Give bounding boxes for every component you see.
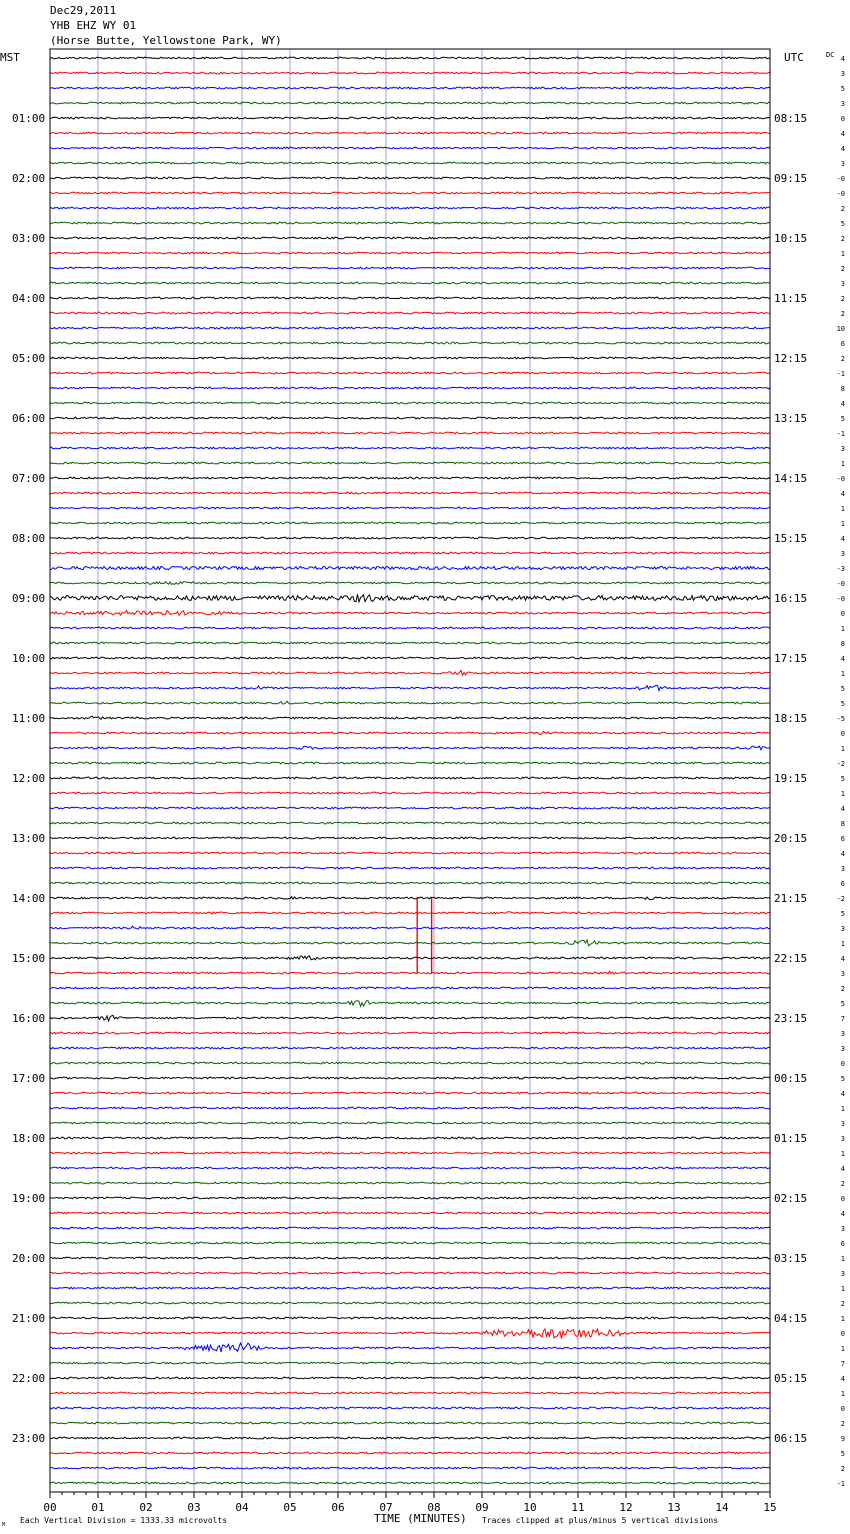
trace-71	[50, 1122, 770, 1124]
clipping-note: Traces clipped at plus/minus 5 vertical divisions	[482, 1516, 719, 1525]
dc-offset-value: 1	[840, 1255, 845, 1263]
dc-offset-value: 5	[840, 415, 845, 423]
utc-hour-label: 23:15	[774, 1012, 808, 1025]
trace-72	[50, 1137, 770, 1139]
dc-offset-value: 1	[840, 1315, 845, 1323]
dc-offset-value: 7	[840, 1360, 845, 1368]
dc-offset-value: 5	[840, 1000, 845, 1008]
mst-hour-label: 10:00	[12, 652, 46, 665]
trace-51	[50, 822, 770, 824]
dc-offset-value: 3	[840, 1030, 845, 1038]
trace-21	[50, 372, 770, 374]
mst-hour-label: 18:00	[12, 1132, 46, 1145]
mst-hour-label: 04:00	[12, 292, 46, 305]
trace-3	[50, 102, 770, 104]
mst-hour-label: 22:00	[12, 1372, 46, 1385]
dc-offset-value: 1	[840, 1345, 845, 1353]
trace-75	[50, 1182, 770, 1184]
mst-axis-label: MST	[0, 51, 20, 64]
dc-offset-value: 3	[840, 1135, 845, 1143]
utc-hour-label: 02:15	[774, 1192, 808, 1205]
utc-hour-label: 09:15	[774, 172, 808, 185]
dc-offset-value: 6	[840, 340, 845, 348]
utc-hour-label: 10:15	[774, 232, 808, 245]
x-tick-label: 14	[715, 1501, 729, 1514]
dc-offset-value: 3	[840, 1270, 845, 1278]
dc-offset-value: 4	[840, 1165, 845, 1173]
trace-80	[50, 1257, 770, 1259]
utc-hour-label: 17:15	[774, 652, 808, 665]
x-tick-label: 04	[235, 1501, 249, 1514]
utc-hour-label: 08:15	[774, 112, 808, 125]
mst-hour-label: 02:00	[12, 172, 46, 185]
dc-offset-value: 1	[840, 1390, 845, 1398]
dc-offset-value: 5	[840, 910, 845, 918]
dc-offset-value: 8	[840, 385, 845, 393]
utc-hour-labels	[774, 112, 807, 1445]
dc-offset-value: 0	[840, 115, 845, 123]
dc-offset-value: 8	[840, 820, 845, 828]
trace-39	[50, 642, 770, 644]
dc-offset-value: 3	[840, 100, 845, 108]
dc-offset-value: 2	[840, 1300, 845, 1308]
trace-12	[50, 237, 770, 239]
dc-offset-value: -5	[836, 715, 845, 723]
dc-offset-value: 1	[840, 250, 845, 258]
trace-17	[50, 312, 770, 314]
dc-offset-value: -1	[836, 430, 845, 438]
mst-hour-label: 11:00	[12, 712, 46, 725]
trace-lines	[50, 57, 770, 1484]
trace-83	[50, 1302, 770, 1304]
dc-offset-value: 4	[840, 1210, 845, 1218]
dc-offset-value: 2	[840, 1180, 845, 1188]
utc-hour-label: 16:15	[774, 592, 808, 605]
x-tick-label: 10	[523, 1501, 537, 1514]
dc-offset-value: 0	[840, 1060, 845, 1068]
dc-offset-value: 1	[840, 1285, 845, 1293]
dc-offset-value: 2	[840, 1465, 845, 1473]
dc-offset-value: 2	[840, 985, 845, 993]
trace-30	[50, 507, 770, 509]
trace-13	[50, 252, 770, 254]
utc-hour-label: 06:15	[774, 1432, 808, 1445]
x-tick-label: 09	[475, 1501, 489, 1514]
plot-grid	[98, 49, 722, 1492]
trace-0	[50, 57, 770, 59]
mst-hour-label: 07:00	[12, 472, 46, 485]
dc-offset-value: 5	[840, 775, 845, 783]
trace-76	[50, 1197, 770, 1199]
trace-61	[50, 971, 770, 974]
mst-hour-label: 09:00	[12, 592, 46, 605]
trace-46	[50, 746, 770, 750]
dc-offset-value: 3	[840, 280, 845, 288]
dc-offset-value: -2	[836, 895, 845, 903]
x-tick-label: 05	[283, 1501, 297, 1514]
mst-hour-label: 15:00	[12, 952, 46, 965]
x-axis-ticks	[43, 1492, 776, 1514]
dc-offset-value: 4	[840, 55, 845, 63]
utc-axis-label: UTC	[784, 51, 804, 64]
trace-6	[50, 147, 770, 149]
trace-35	[50, 582, 770, 585]
trace-95	[50, 1482, 770, 1484]
x-tick-label: 13	[667, 1501, 681, 1514]
utc-hour-label: 11:15	[774, 292, 808, 305]
dc-offset-value: 2	[840, 265, 845, 273]
trace-2	[50, 87, 770, 89]
trace-9	[50, 192, 770, 194]
plot-date: Dec29,2011	[50, 4, 117, 17]
utc-hour-label: 20:15	[774, 832, 808, 845]
dc-offset-value: 4	[840, 535, 845, 543]
dc-offset-value: 8	[840, 640, 845, 648]
mst-hour-label: 20:00	[12, 1252, 46, 1265]
utc-hour-label: 12:15	[774, 352, 808, 365]
utc-hour-label: 15:15	[774, 532, 808, 545]
mst-hour-labels	[12, 112, 45, 1445]
dc-offset-value: 5	[840, 685, 845, 693]
trace-79	[50, 1242, 770, 1244]
dc-offset-value: 5	[840, 700, 845, 708]
dc-offset-value: 1	[840, 520, 845, 528]
dc-offset-value: 1	[840, 670, 845, 678]
x-tick-label: 06	[331, 1501, 345, 1514]
trace-4	[50, 117, 770, 119]
dc-offset-value: 1	[840, 625, 845, 633]
dc-offset-value: -0	[836, 175, 845, 183]
mst-hour-label: 06:00	[12, 412, 46, 425]
trace-62	[50, 987, 770, 989]
mst-hour-label: 17:00	[12, 1072, 46, 1085]
dc-column-label: DC	[826, 51, 835, 59]
dc-offset-value: 3	[840, 1045, 845, 1053]
trace-29	[50, 492, 770, 494]
dc-offset-value: 5	[840, 85, 845, 93]
mst-hour-label: 08:00	[12, 532, 46, 545]
dc-offset-value: 0	[840, 1195, 845, 1203]
utc-hour-label: 21:15	[774, 892, 808, 905]
trace-33	[50, 552, 770, 554]
dc-offset-value: 2	[840, 355, 845, 363]
trace-94	[50, 1467, 770, 1469]
dc-offset-value: 6	[840, 835, 845, 843]
trace-66	[50, 1047, 770, 1049]
trace-55	[50, 882, 770, 884]
mst-hour-label: 16:00	[12, 1012, 46, 1025]
trace-74	[50, 1167, 770, 1169]
dc-offset-value: 0	[840, 1330, 845, 1338]
trace-93	[50, 1452, 770, 1454]
vertical-scale-note: Each Vertical Division = 1333.33 microvolts	[20, 1516, 228, 1525]
dc-offset-value: 4	[840, 400, 845, 408]
x-tick-label: 00	[43, 1501, 57, 1514]
utc-hour-label: 22:15	[774, 952, 808, 965]
trace-14	[50, 267, 770, 269]
trace-65	[50, 1032, 770, 1034]
dc-offset-value: 3	[840, 970, 845, 978]
utc-hour-label: 05:15	[774, 1372, 808, 1385]
dc-offset-value: 2	[840, 295, 845, 303]
mst-hour-label: 03:00	[12, 232, 46, 245]
trace-36	[50, 594, 770, 602]
trace-69	[50, 1092, 770, 1094]
trace-11	[50, 222, 770, 224]
trace-16	[50, 297, 770, 299]
trace-57	[50, 912, 770, 914]
utc-hour-label: 01:15	[774, 1132, 808, 1145]
mst-hour-label: 13:00	[12, 832, 46, 845]
dc-offset-value: 5	[840, 1450, 845, 1458]
dc-offset-value: 4	[840, 655, 845, 663]
trace-89	[50, 1392, 770, 1394]
trace-91	[50, 1422, 770, 1424]
dc-offset-value: 7	[840, 1015, 845, 1023]
utc-hour-label: 00:15	[774, 1072, 808, 1085]
mst-hour-label: 01:00	[12, 112, 46, 125]
trace-43	[50, 701, 770, 704]
trace-54	[50, 867, 770, 869]
utc-hour-label: 13:15	[774, 412, 808, 425]
mst-hour-label: 14:00	[12, 892, 46, 905]
dc-offset-value: 6	[840, 880, 845, 888]
trace-44	[50, 716, 770, 719]
trace-20	[50, 357, 770, 359]
trace-58	[50, 926, 770, 929]
utc-hour-label: 03:15	[774, 1252, 808, 1265]
trace-92	[50, 1437, 770, 1439]
trace-8	[50, 177, 770, 179]
trace-22	[50, 387, 770, 389]
trace-78	[50, 1227, 770, 1229]
dc-offset-value: -3	[836, 565, 845, 573]
mst-hour-label: 23:00	[12, 1432, 46, 1445]
x-tick-label: 07	[379, 1501, 393, 1514]
trace-53	[50, 852, 770, 854]
dc-offset-value: 1	[840, 505, 845, 513]
dc-offset-value: 4	[840, 490, 845, 498]
trace-7	[50, 162, 770, 164]
trace-63	[50, 1001, 770, 1007]
trace-52	[50, 837, 770, 839]
mst-hour-label: 05:00	[12, 352, 46, 365]
trace-73	[50, 1152, 770, 1154]
dc-offset-value: -0	[836, 475, 845, 483]
trace-67	[50, 1062, 770, 1064]
trace-40	[50, 657, 770, 659]
dc-offset-value: 2	[840, 1420, 845, 1428]
trace-77	[50, 1212, 770, 1214]
plot-frame	[50, 49, 770, 1492]
utc-hour-label: 14:15	[774, 472, 808, 485]
x-tick-label: 01	[91, 1501, 105, 1514]
dc-offset-value: 4	[840, 1375, 845, 1383]
dc-offset-value: -0	[836, 580, 845, 588]
trace-5	[50, 132, 770, 134]
dc-offset-value: 4	[840, 130, 845, 138]
trace-86	[50, 1343, 770, 1352]
trace-60	[50, 956, 770, 960]
trace-31	[50, 522, 770, 524]
dc-offset-value: 3	[840, 865, 845, 873]
trace-48	[50, 777, 770, 779]
dc-offset-value: 9	[840, 1435, 845, 1443]
dc-offset-value: 1	[840, 460, 845, 468]
trace-88	[50, 1377, 770, 1379]
dc-offset-value: -1	[836, 370, 845, 378]
trace-90	[50, 1407, 770, 1409]
mst-hour-label: 21:00	[12, 1312, 46, 1325]
mst-hour-label: 12:00	[12, 772, 46, 785]
trace-81	[50, 1272, 770, 1274]
dc-offset-value: 3	[840, 445, 845, 453]
trace-49	[50, 792, 770, 794]
trace-1	[50, 72, 770, 74]
dc-offset-labels	[837, 55, 845, 1488]
station-code: YHB EHZ WY 01	[50, 19, 137, 32]
x-tick-label: 15	[763, 1501, 777, 1514]
trace-59	[50, 940, 770, 946]
trace-84	[50, 1317, 770, 1319]
trace-25	[50, 432, 770, 434]
trace-15	[50, 282, 770, 284]
x-tick-label: 02	[139, 1501, 153, 1514]
corner-mark: M	[2, 1522, 6, 1528]
trace-87	[50, 1362, 770, 1364]
dc-offset-value: 4	[840, 1090, 845, 1098]
x-tick-label: 11	[571, 1501, 585, 1514]
trace-10	[50, 207, 770, 209]
trace-26	[50, 447, 770, 449]
dc-offset-value: 0	[840, 730, 845, 738]
dc-offset-value: 3	[840, 1120, 845, 1128]
dc-offset-value: 3	[840, 160, 845, 168]
dc-offset-value: 10	[836, 325, 845, 333]
x-tick-label: 03	[187, 1501, 201, 1514]
dc-offset-value: 3	[840, 1225, 845, 1233]
dc-offset-value: 3	[840, 925, 845, 933]
dc-offset-value: 3	[840, 550, 845, 558]
trace-34	[50, 566, 770, 569]
trace-56	[50, 897, 770, 900]
utc-hour-label: 04:15	[774, 1312, 808, 1325]
utc-hour-label: 19:15	[774, 772, 808, 785]
trace-68	[50, 1077, 770, 1079]
trace-24	[50, 417, 770, 419]
dc-offset-value: 2	[840, 205, 845, 213]
trace-82	[50, 1287, 770, 1289]
trace-23	[50, 402, 770, 404]
trace-18	[50, 327, 770, 329]
station-location: (Horse Butte, Yellowstone Park, WY)	[50, 34, 282, 47]
dc-offset-value: 1	[840, 790, 845, 798]
dc-offset-value: 6	[840, 1240, 845, 1248]
dc-offset-value: 4	[840, 805, 845, 813]
dc-offset-value: -0	[836, 190, 845, 198]
x-tick-label: 12	[619, 1501, 633, 1514]
trace-28	[50, 477, 770, 479]
x-axis-title: TIME (MINUTES)	[374, 1512, 467, 1525]
dc-offset-value: 1	[840, 1105, 845, 1113]
trace-64	[50, 1015, 770, 1021]
trace-45	[50, 731, 770, 734]
dc-offset-value: 5	[840, 220, 845, 228]
trace-47	[50, 762, 770, 764]
trace-37	[50, 610, 770, 615]
trace-85	[50, 1329, 770, 1339]
dc-offset-value: 2	[840, 235, 845, 243]
trace-27	[50, 462, 770, 464]
utc-hour-label: 18:15	[774, 712, 808, 725]
trace-70	[50, 1107, 770, 1109]
dc-offset-value: 0	[840, 1405, 845, 1413]
trace-19	[50, 342, 770, 344]
dc-offset-value: 4	[840, 955, 845, 963]
dc-offset-value: -0	[836, 595, 845, 603]
dc-offset-value: 1	[840, 745, 845, 753]
dc-offset-value: 0	[840, 610, 845, 618]
dc-offset-value: -1	[836, 1480, 845, 1488]
trace-50	[50, 807, 770, 809]
dc-offset-value: 4	[840, 145, 845, 153]
trace-32	[50, 537, 770, 539]
dc-offset-value: 1	[840, 940, 845, 948]
mst-hour-label: 19:00	[12, 1192, 46, 1205]
dc-offset-value: -2	[836, 760, 845, 768]
dc-offset-value: 5	[840, 1075, 845, 1083]
trace-42	[50, 685, 770, 690]
dc-offset-value: 3	[840, 70, 845, 78]
dc-offset-value: 2	[840, 310, 845, 318]
trace-38	[50, 627, 770, 629]
dc-offset-value: 4	[840, 850, 845, 858]
x-tick-label: 08	[427, 1501, 441, 1514]
trace-41	[50, 670, 770, 675]
dc-offset-value: 1	[840, 1150, 845, 1158]
